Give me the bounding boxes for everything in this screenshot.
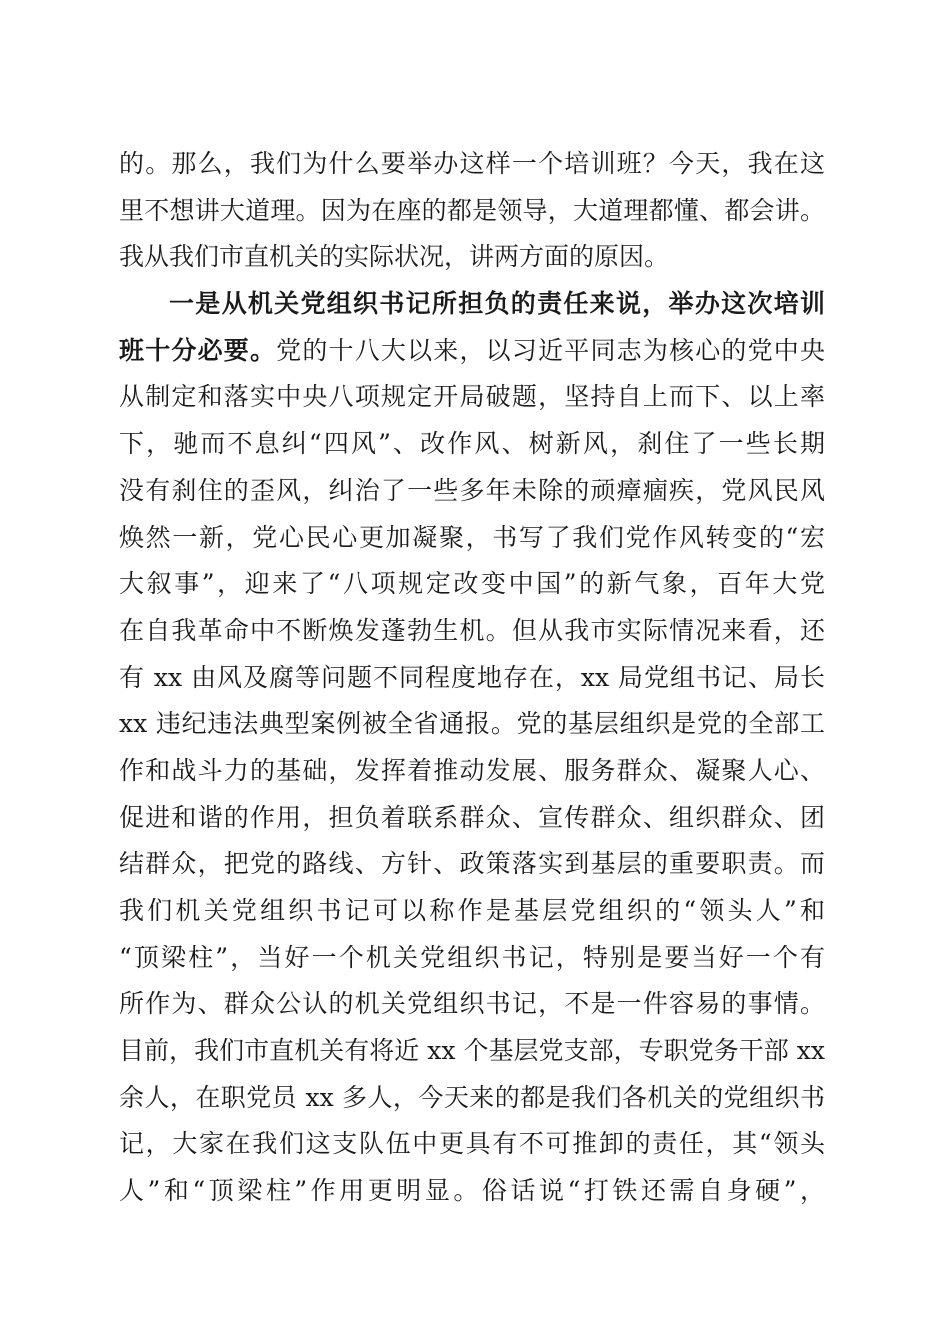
text-line: 下，驰而不息纠“四风”、改作风、树新风，刹住了一些长期 [119,429,825,459]
bold-heading-line: 一是从机关党组织书记所担负的责任来说，举办这次培训 [169,289,825,319]
text-line: “顶梁柱”，当好一个机关党组织书记，特别是要当好一个有 [119,942,825,972]
mixed-line [119,328,825,375]
text-run: 党的十八大以来，以习近平同志为核心的党中央 [276,335,825,365]
text-line: 没有刹住的歪风，纠治了一些多年未除的顽瘴痼疾，党风民风 [119,475,825,505]
text-line: 促进和谐的作用，担负着联系群众、宣传群众、组织群众、团 [119,802,825,832]
text-line: xx 违纪违法典型案例被全省通报。党的基层组织是党的全部工 [119,709,825,739]
text-line: 里不想讲大道理。因为在座的都是领导，大道理都懂、都会讲。 [119,195,825,225]
text-line: 人”和“顶梁柱”作用更明显。俗话说“打铁还需自身硬”， [119,1176,825,1206]
text-line: 余人，在职党员 xx 多人，今天来的都是我们各机关的党组织书 [119,1082,825,1112]
text-line: 结群众，把党的路线、方针、政策落实到基层的重要职责。而 [119,849,825,879]
bold-heading-end: 班十分必要。 [119,335,277,365]
text-line: 我们机关党组织书记可以称作是基层党组织的“领头人”和 [119,896,825,925]
text-line: 我从我们市直机关的实际状况，讲两方面的原因。 [119,242,670,272]
text-line: 记，大家在我们这支队伍中更具有不可推卸的责任，其“领头 [119,1129,825,1159]
text-line: 的。那么，我们为什么要举办这样一个培训班？今天，我在这 [119,149,825,178]
text-line: 大叙事”，迎来了“八项规定改变中国”的新气象，百年大党 [119,569,825,599]
text-line: 在自我革命中不断焕发蓬勃生机。但从我市实际情况来看，还 [119,615,825,645]
text-line: 作和战斗力的基础，发挥着推动发展、服务群众、凝聚人心、 [119,755,825,785]
text-line: 有 xx 由风及腐等问题不同程度地存在，xx 局党组书记、局长 [119,662,825,692]
body-text [119,141,825,1215]
text-line: 目前，我们市直机关有将近 xx 个基层党支部，专职党务干部 xx [119,1036,825,1066]
text-line: 从制定和落实中央八项规定开局破题，坚持自上而下、以上率 [119,382,825,412]
text-line: 所作为、群众公认的机关党组织书记，不是一件容易的事情。 [119,989,825,1019]
text-line: 焕然一新，党心民心更加凝聚，书写了我们党作风转变的“宏 [119,522,825,552]
